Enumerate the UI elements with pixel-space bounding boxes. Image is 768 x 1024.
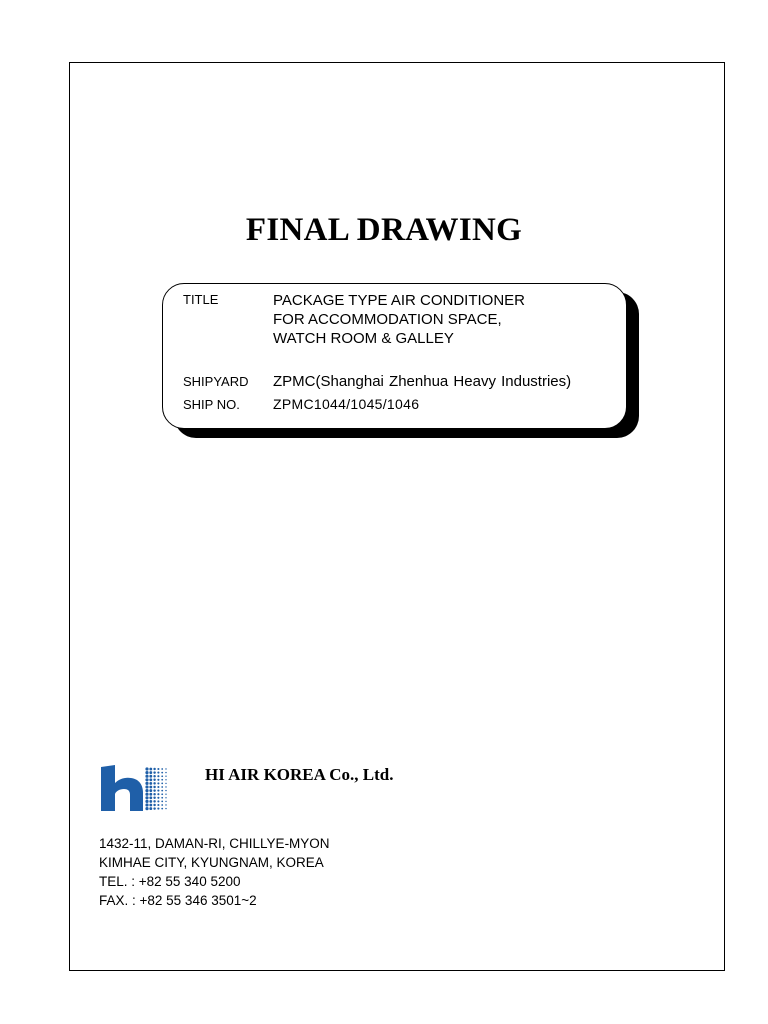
company-name: HI AIR KOREA Co., Ltd.: [205, 765, 394, 784]
title-label: TITLE: [183, 292, 219, 307]
title-value: [273, 291, 525, 348]
ship-no-value: ZPMC1044/1045/1046: [273, 396, 420, 412]
info-box: [162, 283, 627, 429]
fax-line: FAX. : +82 55 346 3501~2: [99, 893, 257, 908]
document-heading: FINAL DRAWING: [245, 212, 523, 248]
shipyard-value: ZPMC(Shanghai Zhenhua Heavy Industries): [273, 373, 572, 390]
title-line: FOR ACCOMMODATION SPACE,: [273, 311, 502, 328]
title-line: WATCH ROOM & GALLEY: [273, 330, 454, 347]
address-line: 1432-11, DAMAN-RI, CHILLYE-MYON: [99, 836, 330, 851]
phone-line: TEL. : +82 55 340 5200: [99, 874, 241, 889]
shipyard-label: SHIPYARD: [183, 374, 249, 389]
address-line: KIMHAE CITY, KYUNGNAM, KOREA: [99, 855, 324, 870]
hi-air-logo-icon: [101, 765, 169, 813]
title-line: PACKAGE TYPE AIR CONDITIONER: [273, 292, 525, 309]
ship-no-label: SHIP NO.: [183, 397, 240, 412]
company-address: [99, 834, 330, 910]
